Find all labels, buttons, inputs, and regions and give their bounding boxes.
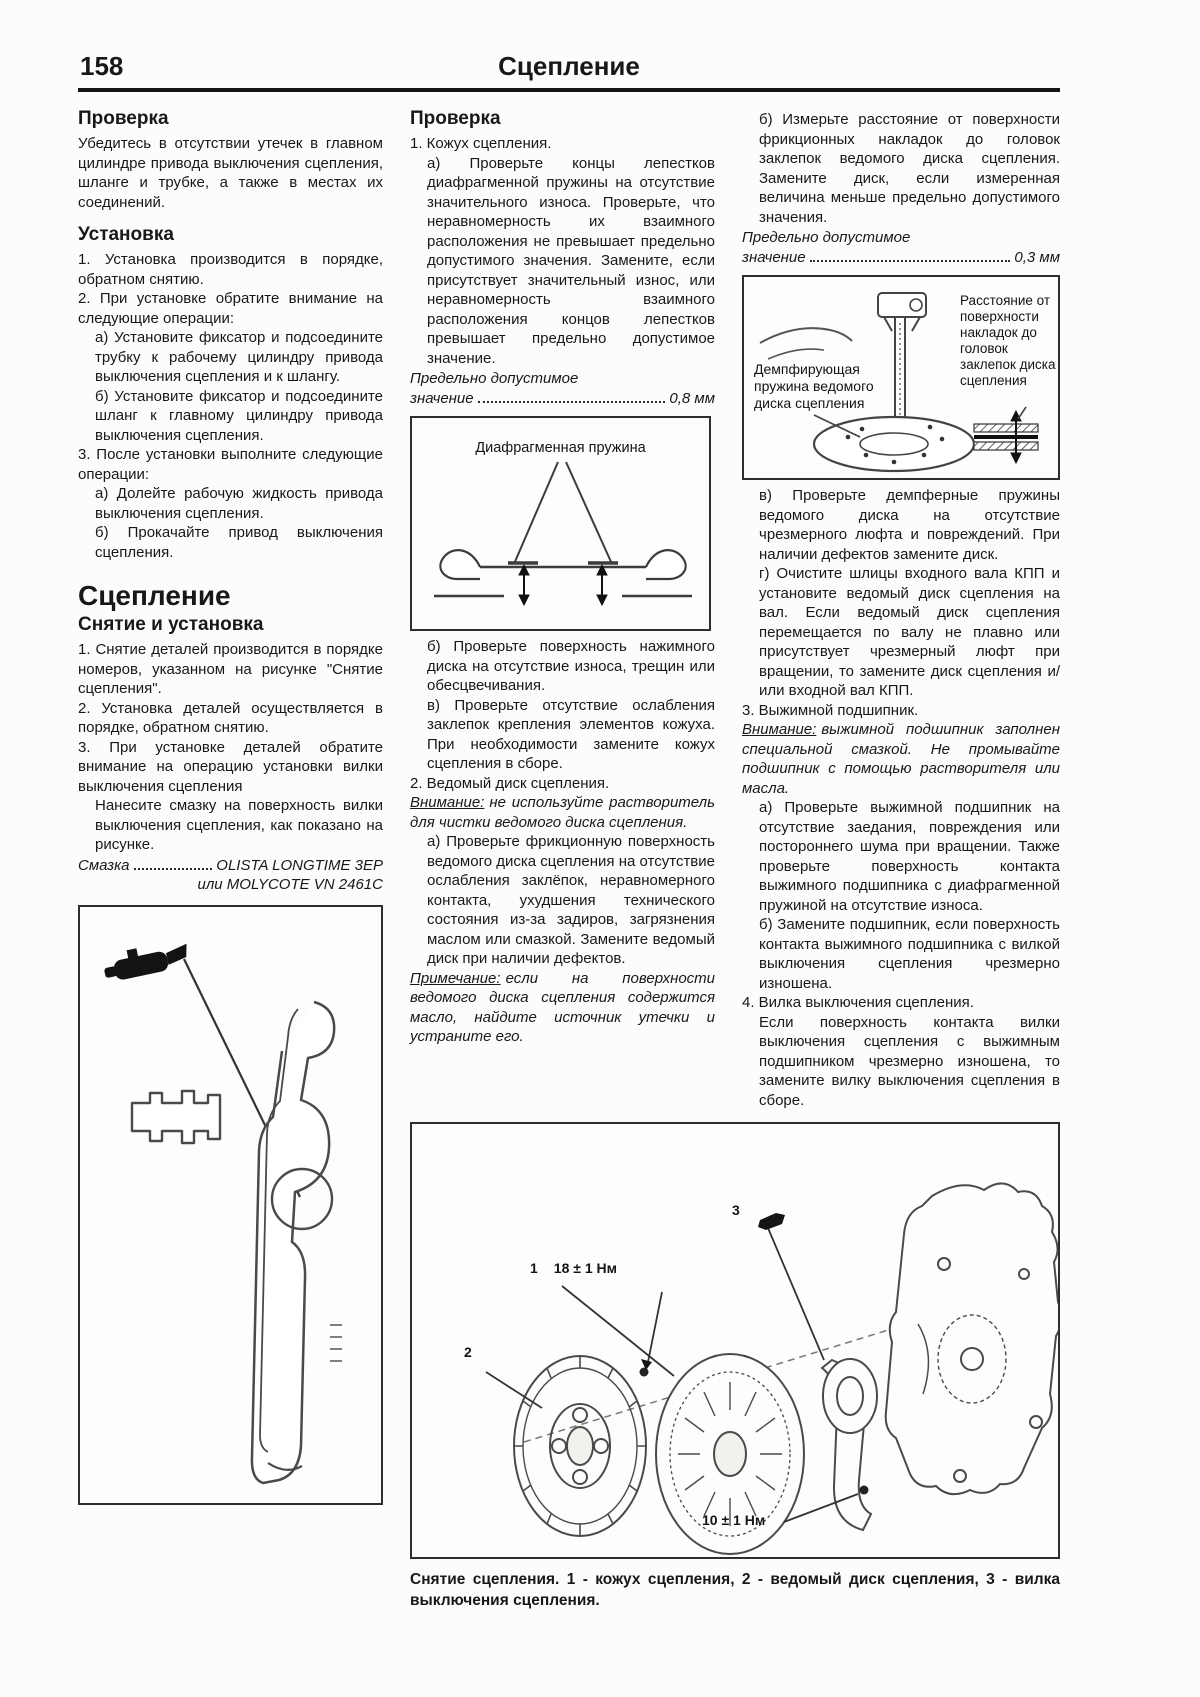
- figure-disc-measurement: [742, 275, 1060, 480]
- page-content: [78, 48, 1060, 1611]
- rivet-distance-label: Расстояние от поверхности накладок до головок заклепок диска сцепления: [960, 293, 1056, 388]
- cover-bolt: [640, 1368, 649, 1377]
- part-label-2: 2: [464, 1344, 472, 1360]
- limit-name: значение: [410, 389, 474, 407]
- warning-note-bearing: [742, 720, 1060, 798]
- three-column-layout: [78, 108, 1060, 1611]
- disc-item-2g: г) Очистите шлицы входного вала КПП и установите ведомый диск сцепления на вал. Если ведомый диск сцепления перемещается по валу не плавно или присутствует чрезмерный люфт при вращении, то замените диск сцепления и/или входной вал КПП.: [759, 565, 1060, 699]
- grease-spec-value-2: или MOLYCOTE VN 2461C: [197, 876, 383, 893]
- warning-text: выжимной подшипник заполнен специальной смазкой. Не промывайте подшипник с помощью растворителя или масла.: [742, 721, 1060, 797]
- part-label-3: 3: [732, 1202, 740, 1218]
- limit-label: Предельно допустимое: [410, 370, 579, 387]
- limit-line: [410, 389, 715, 409]
- heading-check-middle: Проверка: [410, 108, 501, 129]
- install-step-2b: б) Установите фиксатор и подсоедините шланг к главному цилиндру привода выключения сцепления.: [95, 387, 383, 444]
- limit-spec-cover: [410, 369, 715, 408]
- diaphragm-spring-label: Диафрагменная пружина: [475, 440, 646, 456]
- limit-line: [742, 248, 1060, 268]
- clutch-disc-drawing: [514, 1356, 646, 1536]
- cover-item-1a: а) Проверьте концы лепестков диафрагменной пружины на отсутствие значительного износа. Проверьте, что неравномерность их взаимного расположения не превышает предельно допустимого значения. Замените, если присутствует значительный износ, или неравномерность взаимного расположения концов лепестков превышает предельно допустимое значение.: [427, 154, 715, 367]
- grease-spec-line: [78, 856, 383, 876]
- heading-check-left: Проверка: [78, 108, 169, 129]
- damper-spring-label: Демпфирующая пружина ведомого диска сцепления: [754, 361, 874, 411]
- bottom-figure-block: [410, 1122, 1060, 1611]
- grease-spec-value: OLISTA LONGTIME 3EP: [216, 856, 383, 874]
- figure-clutch-removal: [410, 1122, 1060, 1559]
- left-column: [78, 108, 383, 1611]
- remark-note-disc: [410, 969, 715, 1047]
- disc-item-2v: в) Проверьте демпферные пружины ведомого диска на отсутствие чрезмерного люфта и повреждений. При наличии дефектов замените диск.: [759, 487, 1060, 563]
- grease-spec-label: Смазка: [78, 856, 130, 874]
- removal-step-2: 2. Установка деталей осуществляется в порядке, обратном снятию.: [78, 699, 383, 736]
- fork-item-4: 4. Вилка выключения сцепления.: [742, 994, 974, 1011]
- bearing-item-3a: а) Проверьте выжимной подшипник на отсутствие заедания, повреждения или постороннего шума при вращении. Также проверьте поверхность контакта выжимного подшипника с диафрагменной пружиной на отсутствие износа.: [759, 799, 1060, 914]
- torque-value-3: 10 ± 1 Нм: [702, 1512, 766, 1528]
- spline-shaft-piece: [132, 1091, 220, 1143]
- dotted-leader: [478, 401, 666, 403]
- figure-caption: Снятие сцепления. 1 - кожух сцепления, 2 - ведомый диск сцепления, 3 - вилка выключения сцепления.: [410, 1571, 1060, 1609]
- release-fork-drawing: [80, 907, 381, 1503]
- heading-removal: Снятие и установка: [78, 614, 264, 635]
- disc-item-2b: б) Измерьте расстояние от поверхности фрикционных накладок до головок заклепок ведомого диска сцепления. Замените диск, если измеренная величина меньше предельно допустимого значения.: [759, 111, 1060, 226]
- install-step-3: 3. После установки выполните следующие операции:: [78, 446, 383, 483]
- removal-grease-note: Нанесите смазку на поверхность вилки выключения сцепления, как показано на рисунке.: [95, 797, 383, 853]
- remark-text: если на поверхности ведомого диска сцепления содержится масло, найдите источник утечки и устраните его.: [410, 969, 715, 1045]
- warning-label: Внимание:: [742, 721, 817, 738]
- limit-value: 0,3 мм: [1014, 248, 1060, 266]
- limit-label: Предельно допустимое: [742, 229, 911, 246]
- install-step-2a: а) Установите фиксатор и подсоедините трубку к рабочему цилиндру привода выключения сцепления и к шлангу.: [95, 329, 383, 385]
- figure-diaphragm-spring: [410, 416, 711, 631]
- middle-column: [410, 108, 715, 1110]
- paragraph-check: Убедитесь в отсутствии утечек в главном цилиндре привода выключения сцепления, шланге и трубке, а также в местах их соединений.: [78, 135, 383, 211]
- figure-release-fork: [78, 905, 383, 1505]
- page-title: Сцепление: [498, 51, 640, 81]
- install-step-3b: б) Прокачайте привод выключения сцепления.: [95, 524, 383, 561]
- install-step-2: 2. При установке обратите внимание на следующие операции:: [78, 290, 383, 327]
- warning-text: не используйте растворитель для чистки ведомого диска сцепления.: [410, 794, 715, 831]
- page-number: 158: [80, 51, 124, 81]
- heading-install: Установка: [78, 224, 174, 245]
- disc-item-2a: а) Проверьте фрикционную поверхность ведомого диска сцепления на отсутствие ослабления заклёпок, неравномерного контакта, ухудшения технического состояния из-за задиров, загрязнения маслом или смазкой. Замените ведомый диск при наличии дефектов.: [427, 833, 715, 967]
- part-label-1-torque: [530, 1260, 617, 1277]
- warning-note-disc: [410, 793, 715, 832]
- cover-item-1c: в) Проверьте отсутствие ослабления заклепок крепления элементов кожуха. При необходимости замените кожух сцепления в сборе.: [427, 696, 715, 772]
- limit-value: 0,8 мм: [669, 389, 715, 407]
- limit-spec-disc: [742, 228, 1060, 267]
- torque-value-1: 18 ± 1 Нм: [553, 1260, 617, 1276]
- removal-step-3: 3. При установке деталей обратите внимание на операцию установки вилки выключения сцепления: [78, 738, 383, 795]
- disc-item-2: 2. Ведомый диск сцепления.: [410, 774, 610, 792]
- clutch-exploded-drawing: [412, 1124, 1058, 1557]
- gearbox-housing-drawing: [886, 1183, 1058, 1494]
- cover-item-1b: б) Проверьте поверхность нажимного диска на отсутствие износа, трещин или обесцвечивания.: [427, 638, 715, 694]
- warning-label: Внимание:: [410, 794, 485, 811]
- fork-bolt-icon: [758, 1213, 785, 1230]
- limit-name: значение: [742, 248, 806, 266]
- removal-step-1: 1. Снятие деталей производится в порядке номеров, указанном на рисунке "Снятие сцепления".: [78, 641, 383, 697]
- page-header: [78, 48, 1060, 92]
- right-column: [742, 108, 1060, 1110]
- heading-clutch: Сцепление: [78, 580, 231, 611]
- fork-item-4-text: Если поверхность контакта вилки выключения сцепления с выжимным подшипником чрезмерно изношена, то замените вилку выключения сцепления в сборе.: [759, 1013, 1060, 1109]
- install-step-1: 1. Установка производится в порядке, обратном снятию.: [78, 251, 383, 288]
- dotted-leader: [134, 868, 213, 870]
- part-label-1: 1: [530, 1260, 538, 1276]
- bearing-item-3b: б) Замените подшипник, если поверхность контакта выжимного подшипника с вилкой выключения сцепления чрезмерно изношена.: [759, 916, 1060, 992]
- remark-label: Примечание:: [410, 969, 501, 987]
- grease-gun-icon: [101, 937, 191, 982]
- bearing-item-3: 3. Выжимной подшипник.: [742, 701, 919, 719]
- cover-item-1: 1. Кожух сцепления.: [410, 135, 552, 152]
- install-step-3a: а) Долейте рабочую жидкость привода выключения сцепления.: [95, 485, 383, 522]
- dotted-leader: [810, 260, 1011, 262]
- grease-spec: [78, 856, 383, 895]
